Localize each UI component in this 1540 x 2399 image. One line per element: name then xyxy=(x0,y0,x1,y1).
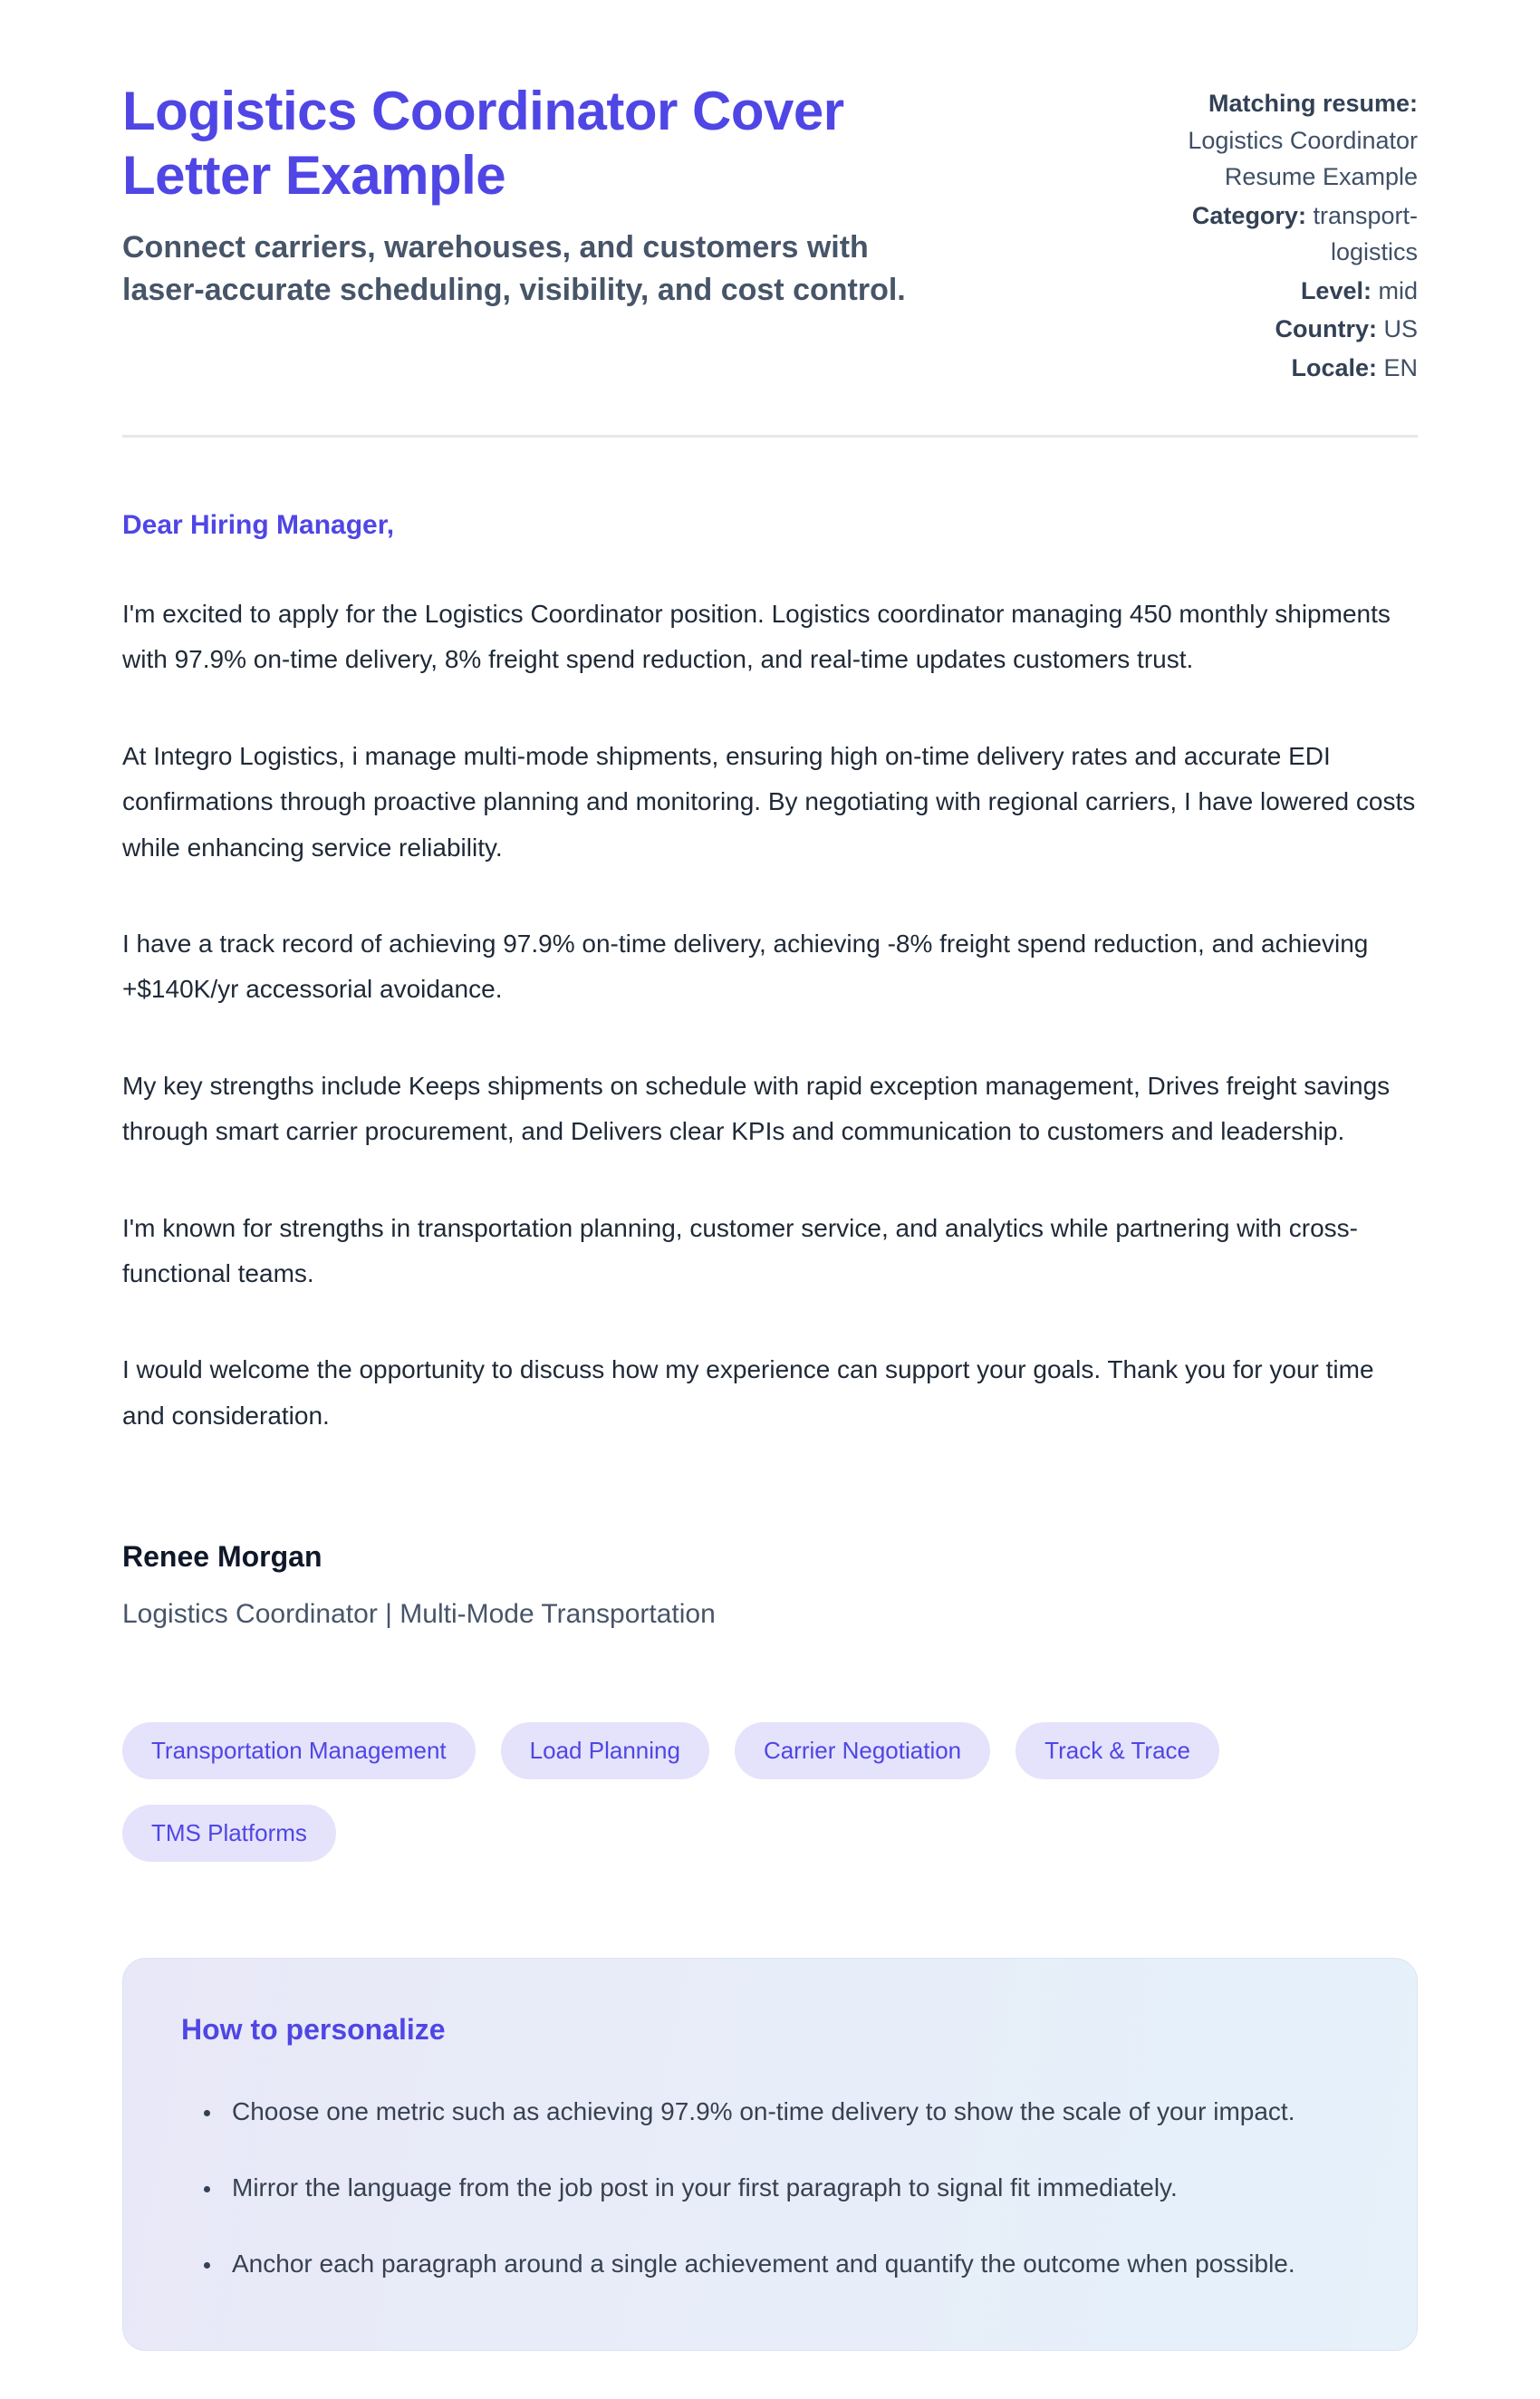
letter-paragraph: I'm excited to apply for the Logistics Coordinator position. Logistics coordinator managing 450 monthly shipments with 97.9% on-time delivery, 8% freight spend reduction, and real-time updates customers trust. xyxy=(122,600,1391,674)
meta-item xyxy=(1119,350,1418,387)
meta-label: Country: xyxy=(1275,315,1377,342)
meta-label: Matching resume: xyxy=(1208,90,1418,117)
meta-label: Locale: xyxy=(1291,353,1377,381)
tips-list xyxy=(181,2088,1359,2287)
header-title-block xyxy=(122,80,992,311)
meta-value: mid xyxy=(1371,276,1418,304)
meta-label: Level: xyxy=(1300,276,1372,304)
resume-meta-block xyxy=(1119,80,1418,388)
tips-card xyxy=(122,1958,1418,2351)
header xyxy=(122,80,1418,388)
meta-item xyxy=(1119,85,1418,196)
meta-value: EN xyxy=(1376,353,1418,381)
skill-tag[interactable]: Carrier Negotiation xyxy=(735,1722,990,1779)
page-subtitle: Connect carriers, warehouses, and customers with laser-accurate scheduling, visibility, and cost control. xyxy=(122,229,906,307)
tips-item: • Anchor each paragraph around a single achievement and quantify the outcome when possible. xyxy=(223,2240,1359,2288)
letter-paragraph: My key strengths include Keeps shipments on schedule with rapid exception management, Drives freight savings through smart carrier procurement, and Delivers clear KPIs and communication to customers and leadership. xyxy=(122,1071,1391,1146)
tips-title: How to personalize xyxy=(181,2013,446,2047)
content-container xyxy=(122,0,1418,2351)
meta-item xyxy=(1119,273,1418,310)
skill-tag[interactable]: Load Planning xyxy=(501,1722,709,1779)
header-divider xyxy=(122,435,1418,438)
meta-label: Category: xyxy=(1191,201,1306,229)
skill-tag[interactable]: TMS Platforms xyxy=(122,1805,336,1862)
signature-role: Logistics Coordinator | Multi-Mode Transportation xyxy=(122,1599,716,1630)
skill-tag[interactable]: Track & Trace xyxy=(1015,1722,1219,1779)
skill-tag[interactable]: Transportation Management xyxy=(122,1722,476,1779)
page-title: Logistics Coordinator Cover Letter Example xyxy=(122,81,844,206)
tips-item: • Choose one metric such as achieving 97.9% on-time delivery to show the scale of your impact. xyxy=(223,2088,1359,2135)
skill-tags xyxy=(122,1722,1418,1862)
letter-paragraph: At Integro Logistics, i manage multi-mode shipments, ensuring high on-time delivery rates and accurate EDI confirmations through proactive planning and monitoring. By negotiating with regional carriers, I have lowered costs while enhancing service reliability. xyxy=(122,741,1416,862)
meta-item xyxy=(1119,311,1418,348)
letter-paragraph: I would welcome the opportunity to discuss how my experience can support your goals. Thank you for your time and consideration. xyxy=(122,1355,1374,1430)
letter-body xyxy=(122,592,1418,1439)
meta-value: Logistics Coordinator Resume Example xyxy=(1188,126,1418,190)
signature-name: Renee Morgan xyxy=(122,1540,322,1574)
letter-paragraph: I have a track record of achieving 97.9% on-time delivery, achieving -8% freight spend reduction, and achieving +$140K/yr accessorial avoidance. xyxy=(122,929,1369,1004)
letter-greeting: Dear Hiring Manager, xyxy=(122,510,395,540)
meta-item xyxy=(1119,198,1418,271)
meta-value: transport-logistics xyxy=(1305,201,1418,265)
tips-item: • Mirror the language from the job post in your first paragraph to signal fit immediately. xyxy=(223,2164,1359,2211)
letter-paragraph: I'm known for strengths in transportation planning, customer service, and analytics while partnering with cross-functional teams. xyxy=(122,1213,1358,1287)
meta-value: US xyxy=(1376,315,1418,342)
